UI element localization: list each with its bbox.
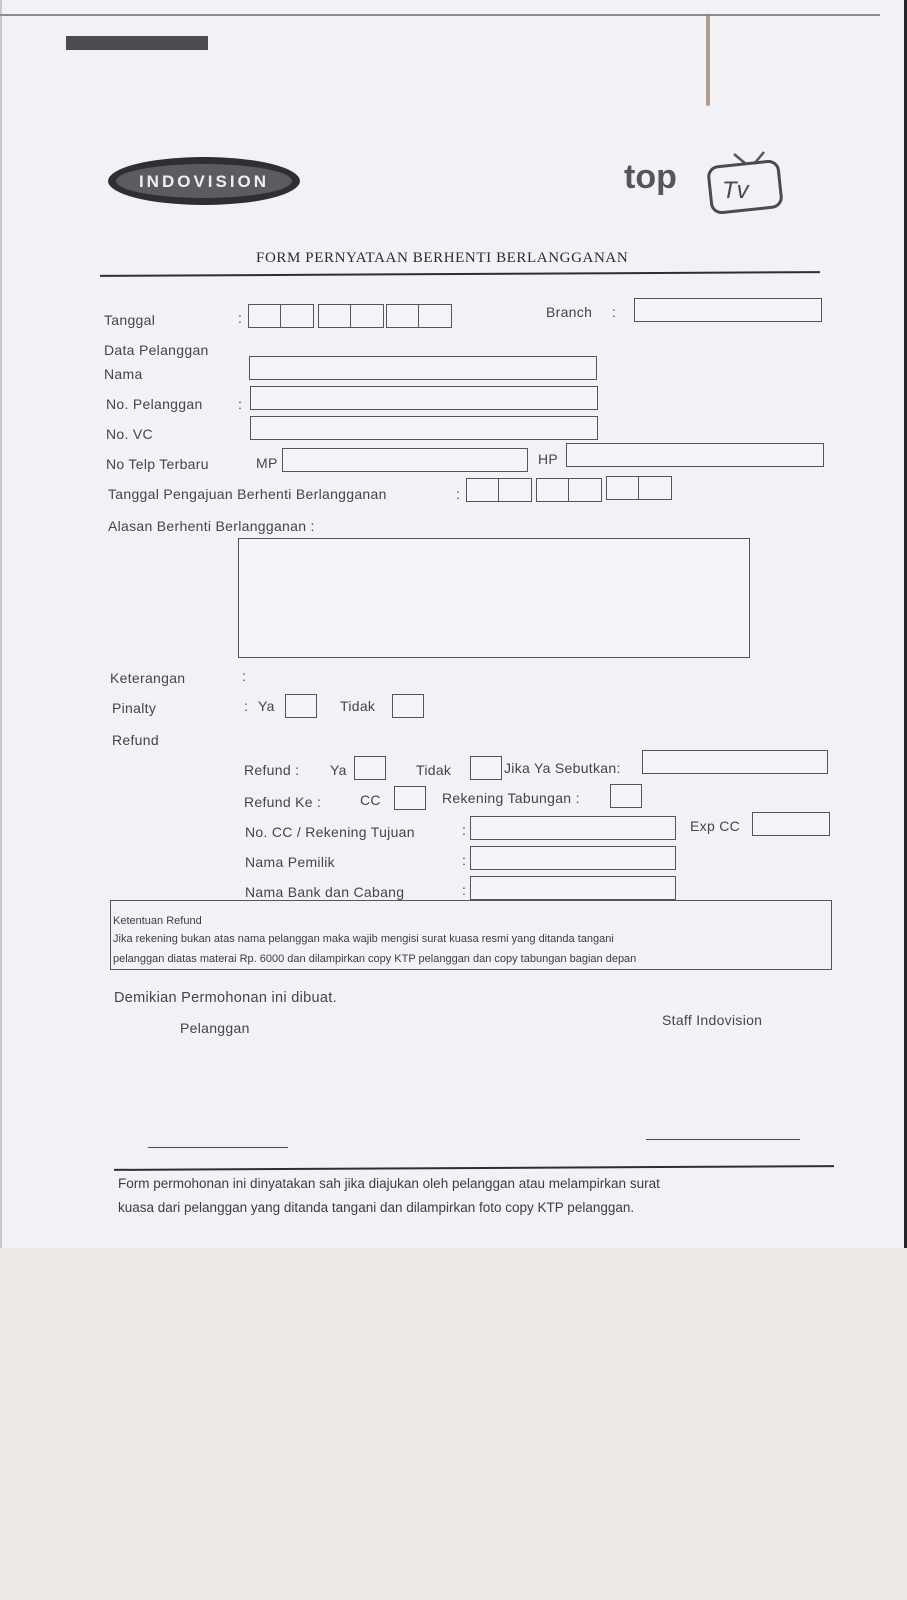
footer-rule: [114, 1165, 834, 1170]
pengajuan-year-1[interactable]: [606, 476, 640, 500]
pelanggan-signature-label: Pelanggan: [180, 1020, 250, 1036]
date-year-2[interactable]: [418, 304, 452, 328]
no-vc-field[interactable]: [250, 416, 598, 440]
refund-cc-checkbox[interactable]: [394, 786, 426, 810]
closing-statement: Demikian Permohonan ini dibuat.: [114, 990, 337, 1006]
scan-edge-left: [0, 0, 2, 1248]
title-rule: [100, 271, 820, 277]
colon: :: [462, 852, 467, 868]
pinalty-label: Pinalty: [112, 700, 157, 716]
pengajuan-day-2[interactable]: [498, 478, 532, 502]
no-telp-label: No Telp Terbaru: [106, 456, 209, 472]
alasan-textarea[interactable]: [238, 538, 750, 658]
pengajuan-month-1[interactable]: [536, 478, 570, 502]
colon: :: [238, 310, 243, 326]
pinalty-ya-label: Ya: [258, 698, 275, 714]
refund-label: Refund: [112, 732, 159, 748]
no-vc-label: No. VC: [106, 426, 153, 442]
date-day-2[interactable]: [280, 304, 314, 328]
colon: :: [462, 882, 467, 898]
pengajuan-day-1[interactable]: [466, 478, 500, 502]
pinalty-ya-checkbox[interactable]: [285, 694, 317, 718]
refund-question-label: Refund :: [244, 762, 300, 778]
staff-signature-label: Staff Indovision: [662, 1012, 763, 1028]
colon: :: [238, 396, 243, 412]
data-pelanggan-label: Data Pelanggan: [104, 342, 209, 358]
pinalty-tidak-label: Tidak: [340, 698, 376, 714]
indovision-logo: [106, 155, 302, 216]
refund-tidak-label: Tidak: [416, 762, 452, 778]
refund-terms-line-2: pelanggan diatas materai Rp. 6000 dan dilampirkan copy KTP pelanggan dan copy tabungan bagian depan: [113, 953, 637, 965]
mp-label: MP: [256, 455, 278, 471]
nama-bank-label: Nama Bank dan Cabang: [245, 884, 405, 900]
date-year-1[interactable]: [386, 304, 420, 328]
no-pelanggan-field[interactable]: [250, 386, 598, 410]
date-month-2[interactable]: [350, 304, 384, 328]
scan-top-band: [66, 36, 208, 50]
colon: :: [462, 822, 467, 838]
refund-cc-label: CC: [360, 792, 381, 808]
no-pelanggan-label: No. Pelanggan: [106, 396, 203, 412]
colon: :: [612, 304, 617, 320]
no-cc-rekening-label: No. CC / Rekening Tujuan: [245, 824, 415, 840]
no-cc-rekening-field[interactable]: [470, 816, 676, 840]
keterangan-label: Keterangan: [110, 670, 186, 686]
nama-pemilik-label: Nama Pemilik: [245, 854, 335, 870]
branch-label: Branch: [546, 304, 593, 320]
pelanggan-signature-line[interactable]: [148, 1147, 288, 1148]
refund-ya-label: Ya: [330, 762, 347, 778]
exp-cc-field[interactable]: [752, 812, 830, 836]
colon: :: [456, 486, 461, 502]
scan-top-line: [0, 14, 880, 16]
nama-label: Nama: [104, 366, 143, 382]
refund-ya-checkbox[interactable]: [354, 756, 386, 780]
tanggal-label: Tanggal: [104, 312, 156, 328]
refund-tidak-checkbox[interactable]: [470, 756, 502, 780]
nama-pemilik-field[interactable]: [470, 846, 676, 870]
refund-ke-label: Refund Ke :: [244, 794, 322, 810]
footer-line-1: Form permohonan ini dinyatakan sah jika diajukan oleh pelanggan atau melampirkan surat: [118, 1176, 660, 1191]
hp-label: HP: [538, 451, 559, 467]
pengajuan-month-2[interactable]: [568, 478, 602, 502]
scan-smudge: [706, 14, 710, 106]
refund-terms-heading: Ketentuan Refund: [113, 915, 202, 927]
footer-line-2: kuasa dari pelanggan yang ditanda tangani dan dilampirkan foto copy KTP pelanggan.: [118, 1200, 635, 1215]
hp-field[interactable]: [566, 443, 824, 467]
date-month-1[interactable]: [318, 304, 352, 328]
form-title: FORM PERNYATAAN BERHENTI BERLANGGANAN: [256, 250, 629, 266]
mp-field[interactable]: [282, 448, 528, 472]
toptv-logo-icon: [624, 140, 794, 220]
refund-terms-line-1: Jika rekening bukan atas nama pelanggan maka wajib mengisi surat kuasa resmi yang ditanda tangani: [113, 933, 614, 945]
nama-bank-field[interactable]: [470, 876, 676, 900]
pengajuan-year-2[interactable]: [638, 476, 672, 500]
alasan-label: Alasan Berhenti Berlangganan :: [108, 518, 315, 534]
toptv-logo: [624, 140, 794, 225]
staff-signature-line[interactable]: [646, 1139, 800, 1140]
pinalty-tidak-checkbox[interactable]: [392, 694, 424, 718]
indovision-logo-icon: [106, 155, 302, 211]
refund-terms-box: [110, 900, 832, 970]
exp-cc-label: Exp CC: [690, 818, 741, 834]
tanggal-pengajuan-label: Tanggal Pengajuan Berhenti Berlangganan: [108, 486, 387, 502]
rekening-tabungan-checkbox[interactable]: [610, 784, 642, 808]
date-day-1[interactable]: [248, 304, 282, 328]
colon: :: [244, 698, 249, 714]
rekening-tabungan-label: Rekening Tabungan :: [442, 790, 580, 806]
svg-text:INDOVISION: INDOVISION: [138, 172, 270, 191]
jika-ya-label: Jika Ya Sebutkan:: [504, 760, 621, 776]
colon: :: [242, 668, 247, 684]
jika-ya-field[interactable]: [642, 750, 828, 774]
svg-text:Tv: Tv: [722, 177, 749, 204]
svg-text:top: top: [624, 158, 677, 196]
nama-field[interactable]: [249, 356, 597, 380]
branch-field[interactable]: [634, 298, 822, 322]
